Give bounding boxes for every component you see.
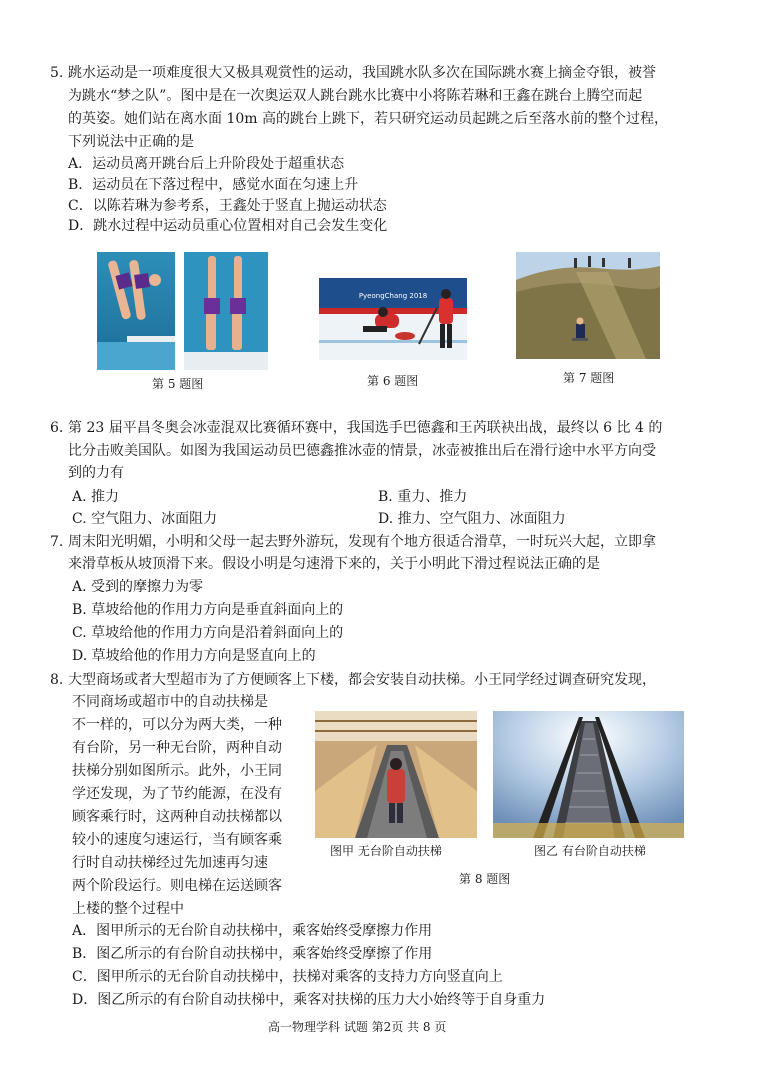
- q8-wrap-line-9: 两个阶段运行。则电梯在运送顾客: [72, 878, 282, 894]
- q8-wrap-line-4: 扶梯分别如图所示。此外，小王同: [72, 763, 282, 779]
- q6-line-1: 6. 第 23 届平昌冬奥会冰壶混双比赛循环赛中，我国选手巴德鑫和王芮联袂出战，最终以 6 比 4 的: [50, 420, 663, 436]
- q8-wrap-line-6: 顾客乘行时，这两种自动扶梯都以: [72, 809, 282, 825]
- q5-line-2: 为跳水“梦之队”。图中是在一次奥运双人跳台跳水比赛中小将陈若琳和王鑫在跳台上腾空而起: [68, 88, 643, 104]
- q7-number: 7.: [50, 534, 64, 550]
- fig8b-caption: 图乙 有台阶自动扶梯: [534, 844, 646, 858]
- fig5-diver-photo-right: [184, 252, 268, 370]
- q6-number: 6.: [50, 420, 64, 436]
- q8-number: 8.: [50, 672, 64, 688]
- q8-option-b: B．图乙所示的有台阶自动扶梯中，乘客始终受摩擦了作用: [72, 946, 433, 962]
- q6-option-d: D. 推力、空气阻力、冰面阻力: [378, 511, 566, 527]
- q7-option-c: C. 草坡给他的作用力方向是沿着斜面向上的: [72, 625, 344, 641]
- fig5-diver-photo-left: [97, 252, 175, 370]
- q5-option-d: D．跳水过程中运动员重心位置相对自己会发生变化: [68, 218, 388, 234]
- q5-line-4: 下列说法中正确的是: [68, 134, 194, 150]
- q8-wrap-line-5: 学还发现，为了节约能源，在没有: [72, 786, 282, 802]
- q5-option-b: B．运动员在下落过程中，感觉水面在匀速上升: [68, 177, 359, 193]
- q8-option-d: D．图乙所示的有台阶自动扶梯中，乘客对扶梯的压力大小始终等于自身重力: [72, 992, 546, 1008]
- fig6-curling-photo: [319, 278, 467, 360]
- fig6-banner-text: PyeongChang 2018: [358, 292, 428, 300]
- q8-line-1: 8. 大型商场或者大型超市为了方便顾客上下楼，都会安装自动扶梯。小王同学经过调查研究发现，: [50, 672, 656, 688]
- q7-line-1: 7. 周末阳光明媚，小明和父母一起去野外游玩，发现有个地方很适合滑草，一时玩兴大起，立即拿: [50, 534, 656, 550]
- q5-number: 5.: [50, 65, 64, 81]
- q6-option-b: B. 重力、推力: [378, 489, 468, 505]
- q5-option-c: C．以陈若琳为参考系，王鑫处于竖直上抛运动状态: [68, 198, 387, 214]
- q8-wrap-line-3: 有台阶，另一种无台阶，两种自动: [72, 740, 282, 756]
- fig6-caption: 第 6 题图: [367, 374, 419, 388]
- fig7-caption: 第 7 题图: [563, 371, 615, 385]
- q6-option-c: C. 空气阻力、冰面阻力: [72, 511, 218, 527]
- fig5-caption: 第 5 题图: [152, 377, 204, 391]
- q6-option-a: A. 推力: [72, 489, 120, 505]
- q5-line-1: 5. 跳水运动是一项难度很大又极具观赏性的运动，我国跳水队多次在国际跳水赛上摘金夺银，被誉: [50, 65, 656, 81]
- fig8-caption: 第 8 题图: [459, 872, 511, 886]
- q8-option-a: A．图甲所示的无台阶自动扶梯中，乘客始终受摩擦力作用: [72, 923, 433, 939]
- q7-option-d: D. 草坡给他的作用力方向是竖直向上的: [72, 648, 316, 664]
- q6-line-3: 到的力有: [68, 465, 124, 481]
- q8-wrap-line-1: 不同商场或超市中的自动扶梯是: [72, 694, 268, 710]
- q5-line-3: 的英姿。她们站在离水面 10m 高的跳台上跳下，若只研究运动员起跳之后至落水前的整个过程，: [68, 111, 668, 127]
- q7-line-2: 来滑草板从坡顶滑下来。假设小明是匀速滑下来的，关于小明此下滑过程说法正确的是: [68, 556, 600, 572]
- q8-option-c: C．图甲所示的无台阶自动扶梯中，扶梯对乘客的支持力方向竖直向上: [72, 969, 503, 985]
- fig8-walkway-photo: [315, 711, 477, 838]
- q7-option-a: A. 受到的摩擦力为零: [72, 579, 204, 595]
- q8-wrap-line-10: 上楼的整个过程中: [72, 901, 184, 917]
- q7-option-b: B. 草坡给他的作用力方向是垂直斜面向上的: [72, 602, 344, 618]
- fig8a-caption: 图甲 无台阶自动扶梯: [330, 844, 442, 858]
- q8-wrap-line-7: 较小的速度匀速运行，当有顾客乘: [72, 832, 282, 848]
- fig7-grass-slope-photo: [516, 252, 660, 359]
- q8-wrap-line-8: 行时自动扶梯经过先加速再匀速: [72, 855, 268, 871]
- q6-line-2: 比分击败美国队。如图为我国运动员巴德鑫推冰壶的情景，冰壶被推出后在滑行途中水平方向受: [68, 443, 656, 459]
- q5-option-a: A．运动员离开跳台后上升阶段处于超重状态: [68, 156, 345, 172]
- page-footer: 高一物理学科 试题 第2页 共 8 页: [268, 1020, 447, 1034]
- fig8-escalator-photo: [493, 711, 684, 838]
- q8-wrap-line-2: 不一样的，可以分为两大类，一种: [72, 717, 282, 733]
